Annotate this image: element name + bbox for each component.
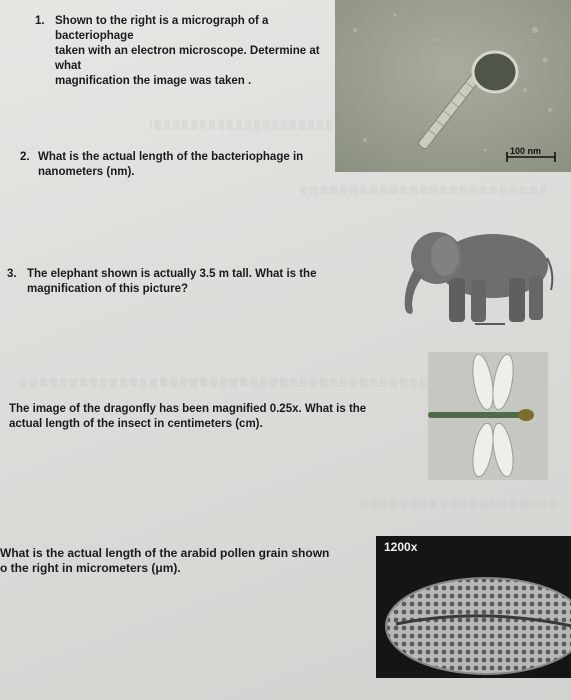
question-text-line: The image of the dragonfly has been magnified 0.25x. What is the	[9, 403, 367, 415]
question-text-line: magnification the image was taken .	[55, 75, 252, 87]
question-text-line: What is the actual length of the bacteriophage in	[38, 151, 304, 163]
dragonfly-icon	[428, 352, 548, 480]
pollen-grain-micrograph	[376, 536, 571, 678]
pollen-grain-icon	[376, 536, 571, 678]
question-2	[20, 150, 320, 180]
question-5	[0, 546, 360, 576]
question-number: 1.	[35, 15, 45, 27]
question-text-line: What is the actual length of the arabid pollen grain shown	[0, 546, 330, 560]
bleed-through-text	[20, 378, 450, 387]
elephant-icon	[385, 218, 560, 330]
question-number: 3.	[7, 268, 17, 280]
bleed-through-text	[360, 500, 560, 508]
bleed-through-text	[300, 186, 550, 194]
question-text-line: taken with an electron microscope. Determine at what	[55, 45, 320, 72]
question-1	[35, 14, 345, 89]
question-text-line: Shown to the right is a micrograph of a bacteriophage	[55, 15, 269, 42]
dragonfly-photo	[428, 352, 548, 480]
question-text-line: actual length of the insect in centimeters (cm).	[9, 418, 263, 430]
question-text-line: o the right in micrometers (μm).	[0, 561, 181, 575]
question-text-line: The elephant shown is actually 3.5 m tall. What is the	[27, 268, 317, 280]
bleed-through-text	[150, 120, 350, 130]
question-3	[7, 267, 347, 297]
question-text-line: nanometers (nm).	[38, 166, 135, 178]
question-number: 2.	[20, 151, 30, 163]
bacteriophage-micrograph	[335, 0, 571, 172]
scale-bar-label: 100 nm	[510, 146, 542, 156]
magnification-label: 1200x	[384, 540, 418, 554]
question-text-line: magnification of this picture?	[27, 283, 189, 295]
elephant-photo	[385, 218, 560, 330]
question-4	[9, 402, 409, 432]
